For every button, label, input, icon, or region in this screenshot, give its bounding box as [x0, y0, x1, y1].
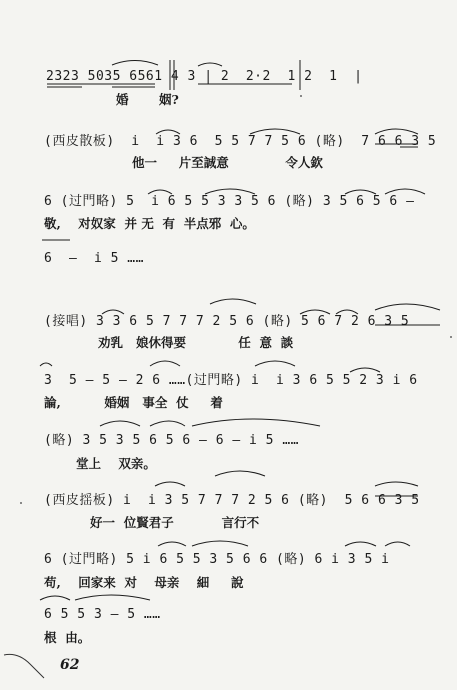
notation-line-4: 6 — i 5 …… — [44, 251, 144, 266]
paper-speck — [20, 502, 22, 504]
lyric-line-3: 敬, 对奴家 并 无 有 半点邪 心。 — [44, 216, 255, 231]
lyric-line-5: 劝乳 娘休得要 任 意 談 — [98, 335, 294, 350]
lyric-line-1: 婚 姻? — [116, 92, 179, 107]
notation-line-1: 2323 5035 6561 4 3 | 2 2·2 1 2 1 | — [46, 69, 363, 84]
lyric-line-9: 苟, 回家来 对 母亲 細 說 — [44, 575, 244, 590]
paper-speck — [300, 95, 302, 97]
notation-line-2: (西皮散板) i i 3 6 5 5 7 7 5 6 (略) 7 6 6 3 5 — [44, 134, 437, 149]
notation-line-6: 3 5 — 5 — 2 6 ……(过門略) i i 3 6 5 5 2 3 i 6 — [44, 373, 418, 388]
lyric-line-6: 論, 婚姻 事全 仗 着 — [44, 395, 223, 410]
lyric-line-10: 根 由。 — [44, 630, 91, 645]
lyric-line-8: 好一 位賢君子 言行不 — [90, 515, 260, 530]
notation-line-9: 6 (过門略) 5 i 6 5 5 3 5 6 6 (略) 6 i 3 5 i — [44, 552, 390, 567]
lyric-line-7: 堂上 双亲。 — [76, 456, 156, 471]
notation-line-8: (西皮揺板) i i 3 5 7 7 7 2 5 6 (略) 5 6 6 3 5 — [44, 493, 420, 508]
notation-line-10: 6 5 5 3 — 5 …… — [44, 607, 161, 622]
notation-line-5: (接唱) 3 3 6 5 7 7 7 2 5 6 (略) 5 6 7 2 6 3 5 — [44, 314, 410, 329]
notation-line-3: 6 (过門略) 5 i 6 5 5 3 3 5 6 (略) 3 5 6 5 6 — — [44, 194, 415, 209]
page-number: 62 — [60, 657, 80, 673]
notation-line-7: (略) 3 5 3 5 6 5 6 — 6 — i 5 …… — [44, 433, 299, 448]
lyric-line-2: 他一 片至誠意 令人欽 — [132, 155, 323, 170]
paper-speck — [450, 336, 452, 338]
